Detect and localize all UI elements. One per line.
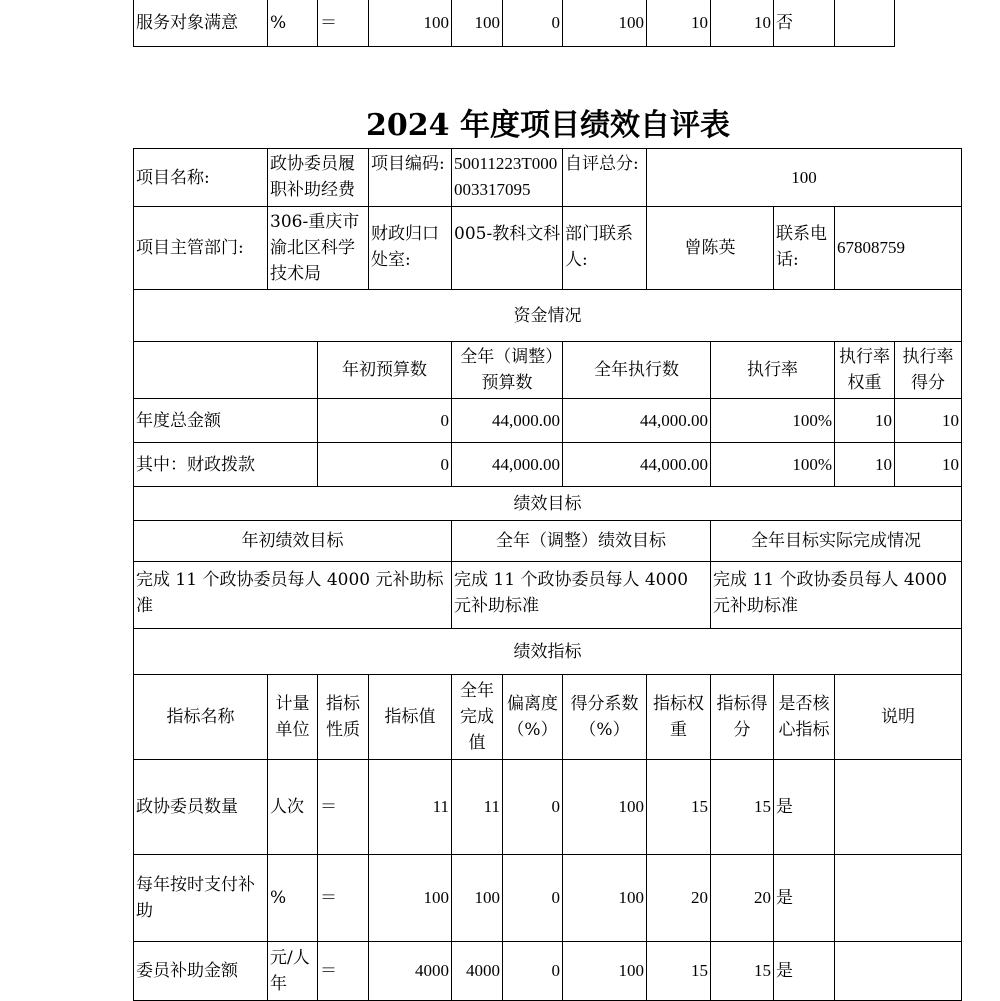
top-row-deviation: 0: [502, 0, 563, 47]
ind-row-coef: 100: [562, 759, 647, 855]
ind-row-score: 15: [710, 941, 774, 1001]
ind-row-nature: ＝: [317, 941, 369, 1001]
dept: 306-重庆市渝北区科学技术局: [267, 206, 369, 290]
contact-label: 部门联系人:: [562, 206, 647, 290]
funds-header-blank: [133, 341, 318, 399]
ind-row-core: 是: [773, 941, 835, 1001]
ind-row-value: 4000: [368, 941, 452, 1001]
ind-header-score: 指标得分: [710, 674, 774, 760]
finance: 005-教科文科: [451, 206, 563, 290]
funds-row-score: 10: [894, 442, 962, 487]
ind-row-nature: ＝: [317, 854, 369, 942]
contact: 曾陈英: [646, 206, 774, 290]
self-score: 100: [646, 148, 962, 207]
funds-row-weight: 10: [834, 398, 895, 443]
top-row-actual: 100: [451, 0, 503, 47]
ind-row-deviation: 0: [502, 759, 563, 855]
funds-header-executed: 全年执行数: [562, 341, 711, 399]
funds-row-initial: 0: [317, 398, 452, 443]
top-row-unit: %: [267, 0, 318, 47]
top-row-note: [834, 0, 895, 47]
ind-header-nature: 指标性质: [317, 674, 369, 760]
goals-header-actual: 全年目标实际完成情况: [710, 520, 962, 562]
ind-row-core: 是: [773, 759, 835, 855]
funds-row-rate: 100%: [710, 442, 835, 487]
ind-header-unit: 计量单位: [267, 674, 318, 760]
top-row-nature: ＝: [317, 0, 369, 47]
goals-adjusted: 完成 11 个政协委员每人 4000 元补助标准: [451, 561, 711, 629]
ind-header-deviation: 偏离度（%）: [502, 674, 563, 760]
goals-section-title: 绩效目标: [133, 486, 962, 521]
top-row-coef: 100: [562, 0, 647, 47]
ind-row-deviation: 0: [502, 941, 563, 1001]
ind-row-note: [834, 941, 962, 1001]
ind-header-value: 指标值: [368, 674, 452, 760]
self-score-label: 自评总分:: [562, 148, 647, 207]
ind-row-coef: 100: [562, 854, 647, 942]
ind-row-value: 11: [368, 759, 452, 855]
funds-row-executed: 44,000.00: [562, 398, 711, 443]
top-row-name: 服务对象满意: [133, 0, 268, 47]
ind-header-weight: 指标权重: [646, 674, 711, 760]
phone-label: 联系电话:: [773, 206, 835, 290]
project-name: 政协委员履职补助经费: [267, 148, 369, 207]
funds-header-score: 执行率得分: [894, 341, 962, 399]
ind-header-name: 指标名称: [133, 674, 268, 760]
ind-row-name: 每年按时支付补助: [133, 854, 268, 942]
ind-header-coef: 得分系数（%）: [562, 674, 647, 760]
ind-header-core: 是否核心指标: [773, 674, 835, 760]
funds-header-initial: 年初预算数: [317, 341, 452, 399]
ind-row-nature: ＝: [317, 759, 369, 855]
funds-row-rate: 100%: [710, 398, 835, 443]
project-name-label: 项目名称:: [133, 148, 268, 207]
funds-header-adjusted: 全年（调整）预算数: [451, 341, 563, 399]
page-title: 2024 年度项目绩效自评表: [366, 108, 730, 143]
top-row-score: 10: [710, 0, 774, 47]
ind-header-note: 说明: [834, 674, 962, 760]
ind-header-actual: 全年完成值: [451, 674, 503, 760]
ind-row-core: 是: [773, 854, 835, 942]
funds-row-label: 年度总金额: [133, 398, 318, 443]
ind-row-score: 15: [710, 759, 774, 855]
phone: 67808759: [834, 206, 962, 290]
finance-label: 财政归口处室:: [368, 206, 452, 290]
ind-row-coef: 100: [562, 941, 647, 1001]
top-row-target: 100: [368, 0, 452, 47]
goals-actual: 完成 11 个政协委员每人 4000 元补助标准: [710, 561, 962, 629]
ind-row-note: [834, 759, 962, 855]
top-row-core: 否: [773, 0, 835, 47]
ind-row-note: [834, 854, 962, 942]
funds-row-executed: 44,000.00: [562, 442, 711, 487]
funds-row-initial: 0: [317, 442, 452, 487]
ind-row-weight: 20: [646, 854, 711, 942]
funds-header-rate: 执行率: [710, 341, 835, 399]
ind-row-unit: 人次: [267, 759, 318, 855]
ind-row-actual: 11: [451, 759, 503, 855]
goals-header-initial: 年初绩效目标: [133, 520, 452, 562]
funds-row-weight: 10: [834, 442, 895, 487]
funds-header-weight: 执行率权重: [834, 341, 895, 399]
goals-header-adjusted: 全年（调整）绩效目标: [451, 520, 711, 562]
indicators-section-title: 绩效指标: [133, 628, 962, 675]
funds-row-score: 10: [894, 398, 962, 443]
ind-row-weight: 15: [646, 941, 711, 1001]
ind-row-score: 20: [710, 854, 774, 942]
funds-row-label: 其中：财政拨款: [133, 442, 318, 487]
top-row-weight: 10: [646, 0, 711, 47]
funds-row-adjusted: 44,000.00: [451, 442, 563, 487]
ind-row-name: 委员补助金额: [133, 941, 268, 1001]
project-code-label: 项目编码:: [368, 148, 452, 207]
ind-row-value: 100: [368, 854, 452, 942]
funds-section-title: 资金情况: [133, 289, 962, 342]
funds-row-adjusted: 44,000.00: [451, 398, 563, 443]
ind-row-weight: 15: [646, 759, 711, 855]
ind-row-unit: %: [267, 854, 318, 942]
project-code: 50011223T000003317095: [451, 148, 563, 207]
ind-row-deviation: 0: [502, 854, 563, 942]
dept-label: 项目主管部门:: [133, 206, 268, 290]
ind-row-actual: 4000: [451, 941, 503, 1001]
ind-row-unit: 元/人年: [267, 941, 318, 1001]
ind-row-name: 政协委员数量: [133, 759, 268, 855]
ind-row-actual: 100: [451, 854, 503, 942]
goals-initial: 完成 11 个政协委员每人 4000 元补助标准: [133, 561, 452, 629]
